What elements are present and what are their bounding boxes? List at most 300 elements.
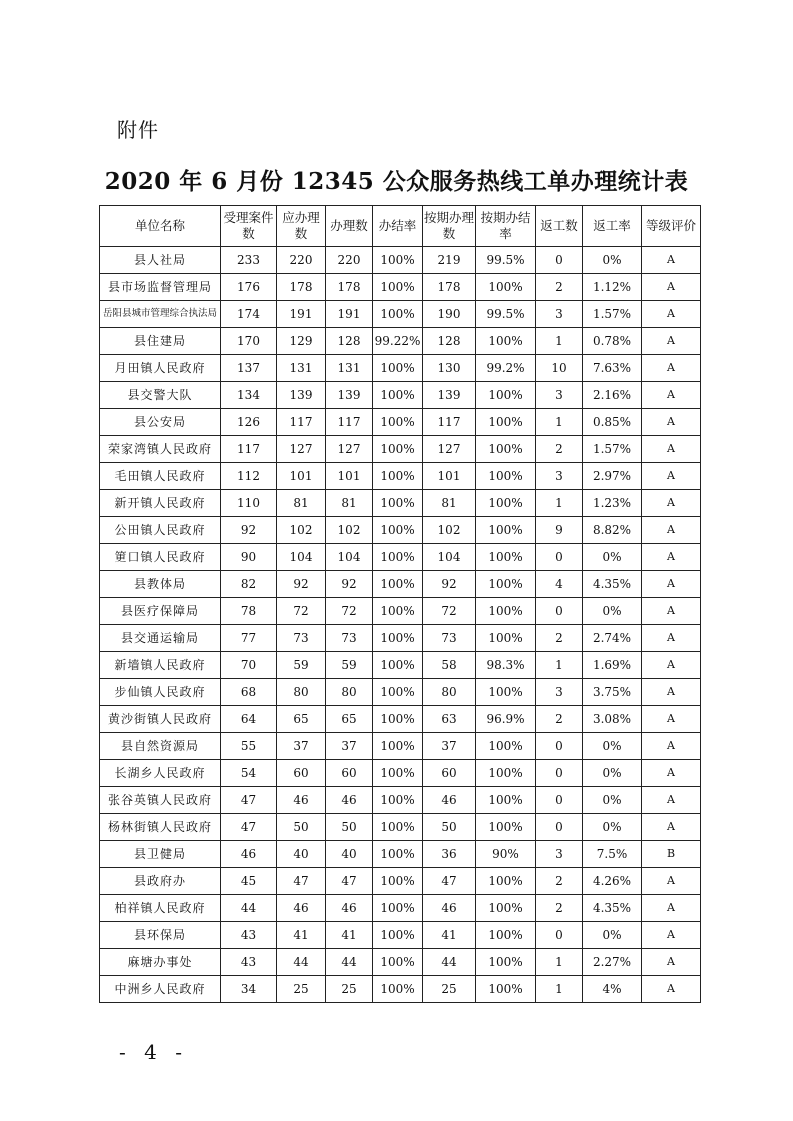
completion-rate-cell: 100% [373,544,423,571]
grade-cell: A [642,814,701,841]
on-time-handled-cell: 178 [423,274,476,301]
should-handle-cell: 44 [277,949,326,976]
unit-name-cell: 县公安局 [100,409,221,436]
should-handle-cell: 59 [277,652,326,679]
handled-cell: 104 [326,544,373,571]
on-time-rate-cell: 100% [476,868,536,895]
table-row [100,355,701,382]
rework-rate-cell: 1.23% [583,490,642,517]
handled-cell: 59 [326,652,373,679]
grade-cell: A [642,652,701,679]
on-time-handled-cell: 130 [423,355,476,382]
cases-received-cell: 176 [221,274,277,301]
handled-cell: 127 [326,436,373,463]
rework-rate-cell: 0% [583,760,642,787]
rework-rate-cell: 2.27% [583,949,642,976]
table-row [100,895,701,922]
unit-name-cell: 新墙镇人民政府 [100,652,221,679]
table-row [100,463,701,490]
on-time-rate-cell: 99.2% [476,355,536,382]
handled-cell: 44 [326,949,373,976]
unit-name-cell: 县人社局 [100,247,221,274]
cases-received-cell: 170 [221,328,277,355]
grade-cell: A [642,922,701,949]
on-time-handled-cell: 73 [423,625,476,652]
handled-cell: 102 [326,517,373,544]
should-handle-cell: 80 [277,679,326,706]
table-row [100,409,701,436]
should-handle-cell: 191 [277,301,326,328]
on-time-handled-cell: 41 [423,922,476,949]
should-handle-cell: 50 [277,814,326,841]
on-time-rate-cell: 100% [476,274,536,301]
unit-name-cell: 县交警大队 [100,382,221,409]
page-number: - 4 - [119,1040,188,1064]
column-header: 按期办理数 [423,206,476,247]
on-time-handled-cell: 128 [423,328,476,355]
on-time-rate-cell: 100% [476,463,536,490]
on-time-rate-cell: 100% [476,814,536,841]
on-time-rate-cell: 100% [476,976,536,1003]
rework-rate-cell: 0% [583,247,642,274]
on-time-rate-cell: 100% [476,922,536,949]
column-header: 按期办结率 [476,206,536,247]
table-row [100,625,701,652]
grade-cell: B [642,841,701,868]
handled-cell: 128 [326,328,373,355]
column-header: 单位名称 [100,206,221,247]
on-time-handled-cell: 102 [423,517,476,544]
cases-received-cell: 90 [221,544,277,571]
on-time-handled-cell: 72 [423,598,476,625]
completion-rate-cell: 100% [373,652,423,679]
rework-rate-cell: 2.74% [583,625,642,652]
unit-name-cell: 县政府办 [100,868,221,895]
grade-cell: A [642,274,701,301]
completion-rate-cell: 100% [373,625,423,652]
completion-rate-cell: 100% [373,868,423,895]
completion-rate-cell: 100% [373,355,423,382]
on-time-handled-cell: 50 [423,814,476,841]
on-time-rate-cell: 100% [476,409,536,436]
handled-cell: 101 [326,463,373,490]
unit-name-cell: 公田镇人民政府 [100,517,221,544]
unit-name-cell: 毛田镇人民政府 [100,463,221,490]
should-handle-cell: 220 [277,247,326,274]
handled-cell: 60 [326,760,373,787]
on-time-rate-cell: 100% [476,544,536,571]
table-row [100,274,701,301]
on-time-rate-cell: 99.5% [476,247,536,274]
table-row [100,247,701,274]
rework-rate-cell: 0% [583,733,642,760]
should-handle-cell: 178 [277,274,326,301]
on-time-rate-cell: 100% [476,382,536,409]
page-title: 2020 年 6 月份 12345 公众服务热线工单办理统计表 [104,168,689,195]
rework-count-cell: 9 [536,517,583,544]
rework-count-cell: 0 [536,760,583,787]
on-time-handled-cell: 46 [423,895,476,922]
cases-received-cell: 126 [221,409,277,436]
on-time-rate-cell: 99.5% [476,301,536,328]
should-handle-cell: 129 [277,328,326,355]
table-row [100,490,701,517]
table-row [100,706,701,733]
grade-cell: A [642,544,701,571]
grade-cell: A [642,733,701,760]
rework-count-cell: 3 [536,301,583,328]
completion-rate-cell: 100% [373,490,423,517]
on-time-handled-cell: 36 [423,841,476,868]
rework-rate-cell: 0% [583,544,642,571]
rework-count-cell: 2 [536,625,583,652]
on-time-handled-cell: 92 [423,571,476,598]
grade-cell: A [642,598,701,625]
handled-cell: 139 [326,382,373,409]
grade-cell: A [642,382,701,409]
cases-received-cell: 47 [221,814,277,841]
rework-rate-cell: 1.57% [583,301,642,328]
completion-rate-cell: 100% [373,760,423,787]
on-time-rate-cell: 100% [476,679,536,706]
on-time-handled-cell: 60 [423,760,476,787]
completion-rate-cell: 100% [373,922,423,949]
grade-cell: A [642,517,701,544]
should-handle-cell: 117 [277,409,326,436]
on-time-handled-cell: 117 [423,409,476,436]
handled-cell: 72 [326,598,373,625]
unit-name-cell: 新开镇人民政府 [100,490,221,517]
completion-rate-cell: 100% [373,976,423,1003]
cases-received-cell: 45 [221,868,277,895]
grade-cell: A [642,247,701,274]
should-handle-cell: 72 [277,598,326,625]
rework-count-cell: 2 [536,706,583,733]
on-time-rate-cell: 90% [476,841,536,868]
should-handle-cell: 101 [277,463,326,490]
completion-rate-cell: 100% [373,517,423,544]
rework-rate-cell: 4.35% [583,571,642,598]
rework-rate-cell: 2.16% [583,382,642,409]
rework-rate-cell: 4% [583,976,642,1003]
should-handle-cell: 127 [277,436,326,463]
on-time-handled-cell: 44 [423,949,476,976]
grade-cell: A [642,706,701,733]
grade-cell: A [642,301,701,328]
unit-name-cell: 长湖乡人民政府 [100,760,221,787]
cases-received-cell: 110 [221,490,277,517]
completion-rate-cell: 100% [373,382,423,409]
should-handle-cell: 104 [277,544,326,571]
rework-count-cell: 2 [536,895,583,922]
cases-received-cell: 64 [221,706,277,733]
handled-cell: 41 [326,922,373,949]
table-row [100,679,701,706]
table-row [100,328,701,355]
should-handle-cell: 46 [277,895,326,922]
handled-cell: 65 [326,706,373,733]
table-row [100,544,701,571]
should-handle-cell: 40 [277,841,326,868]
rework-rate-cell: 7.63% [583,355,642,382]
on-time-rate-cell: 100% [476,625,536,652]
rework-rate-cell: 1.57% [583,436,642,463]
on-time-rate-cell: 98.3% [476,652,536,679]
unit-name-cell: 柏祥镇人民政府 [100,895,221,922]
grade-cell: A [642,868,701,895]
completion-rate-cell: 100% [373,706,423,733]
unit-name-cell: 县交通运输局 [100,625,221,652]
completion-rate-cell: 100% [373,733,423,760]
rework-count-cell: 0 [536,733,583,760]
grade-cell: A [642,949,701,976]
rework-count-cell: 1 [536,652,583,679]
table-row [100,517,701,544]
rework-rate-cell: 0% [583,922,642,949]
unit-name-cell: 杨林街镇人民政府 [100,814,221,841]
cases-received-cell: 46 [221,841,277,868]
rework-rate-cell: 1.12% [583,274,642,301]
cases-received-cell: 43 [221,922,277,949]
unit-name-cell: 筻口镇人民政府 [100,544,221,571]
should-handle-cell: 81 [277,490,326,517]
rework-count-cell: 1 [536,490,583,517]
unit-name-cell: 县环保局 [100,922,221,949]
cases-received-cell: 34 [221,976,277,1003]
should-handle-cell: 102 [277,517,326,544]
completion-rate-cell: 100% [373,301,423,328]
rework-rate-cell: 4.35% [583,895,642,922]
on-time-rate-cell: 100% [476,733,536,760]
unit-name-cell: 县住建局 [100,328,221,355]
rework-count-cell: 1 [536,949,583,976]
should-handle-cell: 47 [277,868,326,895]
rework-count-cell: 0 [536,814,583,841]
table-row [100,301,701,328]
on-time-handled-cell: 47 [423,868,476,895]
on-time-handled-cell: 101 [423,463,476,490]
grade-cell: A [642,328,701,355]
unit-name-cell: 步仙镇人民政府 [100,679,221,706]
column-header: 返工数 [536,206,583,247]
unit-name-cell: 月田镇人民政府 [100,355,221,382]
rework-count-cell: 3 [536,463,583,490]
rework-count-cell: 2 [536,868,583,895]
should-handle-cell: 92 [277,571,326,598]
unit-name-cell: 县卫健局 [100,841,221,868]
completion-rate-cell: 100% [373,949,423,976]
rework-count-cell: 0 [536,544,583,571]
grade-cell: A [642,760,701,787]
cases-received-cell: 233 [221,247,277,274]
handled-cell: 178 [326,274,373,301]
should-handle-cell: 41 [277,922,326,949]
cases-received-cell: 78 [221,598,277,625]
completion-rate-cell: 100% [373,409,423,436]
cases-received-cell: 44 [221,895,277,922]
on-time-rate-cell: 100% [476,895,536,922]
completion-rate-cell: 100% [373,814,423,841]
cases-received-cell: 54 [221,760,277,787]
table-row [100,841,701,868]
completion-rate-cell: 100% [373,895,423,922]
rework-count-cell: 3 [536,841,583,868]
rework-count-cell: 0 [536,247,583,274]
cases-received-cell: 112 [221,463,277,490]
completion-rate-cell: 99.22% [373,328,423,355]
column-header: 应办理数 [277,206,326,247]
should-handle-cell: 60 [277,760,326,787]
on-time-handled-cell: 46 [423,787,476,814]
rework-rate-cell: 0% [583,787,642,814]
should-handle-cell: 25 [277,976,326,1003]
table-row [100,868,701,895]
handled-cell: 81 [326,490,373,517]
grade-cell: A [642,625,701,652]
on-time-handled-cell: 58 [423,652,476,679]
unit-name-cell: 县教体局 [100,571,221,598]
completion-rate-cell: 100% [373,463,423,490]
should-handle-cell: 131 [277,355,326,382]
handled-cell: 46 [326,895,373,922]
handled-cell: 25 [326,976,373,1003]
column-header: 办理数 [326,206,373,247]
on-time-handled-cell: 80 [423,679,476,706]
on-time-handled-cell: 63 [423,706,476,733]
handled-cell: 50 [326,814,373,841]
on-time-handled-cell: 127 [423,436,476,463]
completion-rate-cell: 100% [373,679,423,706]
completion-rate-cell: 100% [373,841,423,868]
table-row [100,787,701,814]
grade-cell: A [642,787,701,814]
unit-name-cell: 张谷英镇人民政府 [100,787,221,814]
completion-rate-cell: 100% [373,436,423,463]
column-header: 返工率 [583,206,642,247]
unit-name-cell: 麻塘办事处 [100,949,221,976]
on-time-rate-cell: 100% [476,490,536,517]
on-time-rate-cell: 100% [476,598,536,625]
should-handle-cell: 73 [277,625,326,652]
grade-cell: A [642,355,701,382]
on-time-handled-cell: 81 [423,490,476,517]
grade-cell: A [642,895,701,922]
attachment-label: 附件 [117,118,159,142]
table-header-row [100,206,701,247]
table-row [100,571,701,598]
completion-rate-cell: 100% [373,598,423,625]
rework-rate-cell: 0.85% [583,409,642,436]
on-time-rate-cell: 100% [476,517,536,544]
on-time-handled-cell: 25 [423,976,476,1003]
table-row [100,652,701,679]
cases-received-cell: 43 [221,949,277,976]
handled-cell: 73 [326,625,373,652]
rework-rate-cell: 2.97% [583,463,642,490]
rework-count-cell: 0 [536,787,583,814]
on-time-handled-cell: 139 [423,382,476,409]
table-row [100,949,701,976]
unit-name-cell: 岳阳县城市管理综合执法局 [100,301,221,328]
on-time-handled-cell: 190 [423,301,476,328]
cases-received-cell: 137 [221,355,277,382]
rework-rate-cell: 8.82% [583,517,642,544]
handled-cell: 92 [326,571,373,598]
cases-received-cell: 174 [221,301,277,328]
rework-count-cell: 3 [536,382,583,409]
grade-cell: A [642,976,701,1003]
rework-count-cell: 1 [536,409,583,436]
column-header: 受理案件数 [221,206,277,247]
handled-cell: 47 [326,868,373,895]
on-time-rate-cell: 100% [476,571,536,598]
handled-cell: 80 [326,679,373,706]
should-handle-cell: 46 [277,787,326,814]
completion-rate-cell: 100% [373,571,423,598]
should-handle-cell: 37 [277,733,326,760]
grade-cell: A [642,679,701,706]
cases-received-cell: 77 [221,625,277,652]
handled-cell: 117 [326,409,373,436]
handled-cell: 131 [326,355,373,382]
unit-name-cell: 荣家湾镇人民政府 [100,436,221,463]
cases-received-cell: 92 [221,517,277,544]
grade-cell: A [642,436,701,463]
table-row [100,436,701,463]
cases-received-cell: 47 [221,787,277,814]
handled-cell: 37 [326,733,373,760]
grade-cell: A [642,409,701,436]
unit-name-cell: 县自然资源局 [100,733,221,760]
table-row [100,382,701,409]
grade-cell: A [642,463,701,490]
rework-count-cell: 0 [536,922,583,949]
completion-rate-cell: 100% [373,247,423,274]
unit-name-cell: 中洲乡人民政府 [100,976,221,1003]
on-time-handled-cell: 219 [423,247,476,274]
rework-count-cell: 0 [536,598,583,625]
rework-count-cell: 10 [536,355,583,382]
cases-received-cell: 68 [221,679,277,706]
rework-rate-cell: 4.26% [583,868,642,895]
statistics-table [99,205,701,1003]
table-row [100,733,701,760]
rework-count-cell: 1 [536,976,583,1003]
table-row [100,922,701,949]
rework-rate-cell: 3.75% [583,679,642,706]
rework-count-cell: 4 [536,571,583,598]
grade-cell: A [642,490,701,517]
should-handle-cell: 139 [277,382,326,409]
cases-received-cell: 82 [221,571,277,598]
on-time-rate-cell: 100% [476,328,536,355]
rework-count-cell: 3 [536,679,583,706]
handled-cell: 191 [326,301,373,328]
on-time-handled-cell: 104 [423,544,476,571]
rework-count-cell: 2 [536,436,583,463]
rework-rate-cell: 3.08% [583,706,642,733]
on-time-rate-cell: 100% [476,760,536,787]
column-header: 等级评价 [642,206,701,247]
cases-received-cell: 70 [221,652,277,679]
unit-name-cell: 黄沙街镇人民政府 [100,706,221,733]
rework-rate-cell: 0% [583,598,642,625]
table-body [100,247,701,1003]
cases-received-cell: 55 [221,733,277,760]
on-time-rate-cell: 100% [476,436,536,463]
handled-cell: 46 [326,787,373,814]
completion-rate-cell: 100% [373,787,423,814]
